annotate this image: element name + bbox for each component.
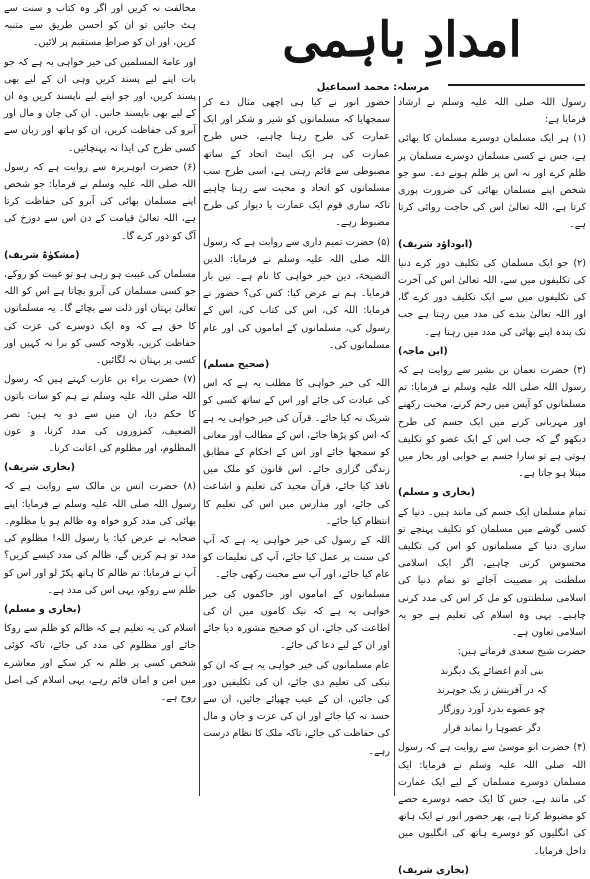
paragraph: رسول اللہ صلی اللہ علیہ وسلم نے ارشاد فرمایا ہے: bbox=[398, 97, 586, 126]
paragraph: اللہ کے رسول کی خیر خواہی یہ ہے کہ آپ کی سنت پر عمل کیا جائے، آپ کی تعلیمات کو عام کیا جائے، اور آپ سے محبت رکھی جائے۔ bbox=[203, 535, 390, 581]
paragraph: (۶) حضرت ابوہریرہ سے روایت ہے کہ رسول اللہ صلی اللہ علیہ وسلم نے فرمایا: جو شخص اپنے مسلمان بھائی کی آبرو کی حفاظت کرتا ہے، اللہ تعالیٰ قیامت کے دن اس سے دوزخ کی آگ کو دور کرے گا۔ bbox=[4, 161, 196, 242]
paragraph: مسلمانوں کے اماموں اور حاکموں کی خیر خواہی یہ ہے کہ نیک کاموں میں ان کی اطاعت کی جائے، ان کو صحیح مشورہ دیا جائے اور ان کے لیے دعا کی جائے۔ bbox=[203, 588, 390, 652]
paragraph: (۱) ہر ایک مسلمان دوسرے مسلمان کا بھائی ہے، جس نے کسی مسلمان دوسرے مسلمان پر ظلم کرے اور نہ اس پر ظلم ہونے دے۔ سو جو شخص اپنے مسلمان بھائی کی ضرورت پوری کرتا ہے، اللہ تعالیٰ اس کی حاجت روائی کرتا ہے۔ bbox=[398, 133, 586, 231]
reference: (ابن ماجہ) bbox=[398, 345, 448, 357]
reference: (مشکوٰۃ شریف) bbox=[4, 249, 80, 261]
paragraph: (۲) جو ایک مسلمان کی تکلیف دور کرے دنیا کی تکلیفوں میں سے، اللہ تعالیٰ اس کی آخرت کی تکلیفوں میں سے ایک تکلیف دور کرے گا، اور اللہ تعالیٰ بندے کی مدد میں رہتا ہے جب تک بندہ اپنے بھائی کی مدد میں رہتا ہے۔ bbox=[398, 257, 586, 338]
paragraph: عام مسلمانوں کی خیر خواہی یہ ہے کہ ان کو نیکی کی تعلیم دی جائے، ان کی تکلیفیں دور کی جائیں، ان کے عیب چھپائے جائیں، ان سے حسد نہ کیا جائے اور ان کی عزت و جان و مال کی حفاظت کی جائے، تاکہ ملک کا نظام درست رہے۔ bbox=[203, 659, 390, 757]
column-divider bbox=[199, 96, 200, 796]
text-column-left bbox=[4, 0, 196, 796]
paragraph: اللہ کی خیر خواہی کا مطلب یہ ہے کہ اس کی عبادت کی جائے اور اس کے ساتھ کسی کو شریک نہ کیا جائے۔ قرآن کی خیر خواہی یہ ہے کہ اس کو پڑھا جائے، اس کے مطالب اور معانی کو سمجھا جائے اور اس کے احکام کے مطابق زندگی گزاری جائے۔ اس قانون کو ملک میں نافذ کیا جائے، قرآن مجید کی تعلیم و اشاعت کی جائے، اور مدارس میں اس کی تعلیم کا انتظام کیا جائے۔ bbox=[203, 378, 390, 527]
paragraph: حضرت شیخ سعدی فرماتے ہیں: bbox=[457, 646, 586, 658]
paragraph: اسلام کی یہ تعلیم ہے کہ ظالم کو ظلم سے روکا جائے اور مظلوم کی مدد کی جائے، تاکہ کوئی شخص کسی پر ظلم نہ کر سکے اور معاشرے میں امن و امان قائم رہے، یہی اسلام کی اصل روح ہے۔ bbox=[4, 623, 196, 703]
text-column-middle bbox=[203, 94, 390, 796]
paragraph: (۸) حضرت انس بن مالک سے روایت ہے کہ رسول اللہ صلی اللہ علیہ وسلم نے فرمایا: اپنے بھائی کی مدد کرو خواہ وہ ظالم ہو یا مظلوم۔ صحابہ نے عرض کیا: یا رسول اللہ! مظلوم کی مدد تو ہم کریں گے، ظالم کی مدد کیسے کریں؟ آپ نے فرمایا: تم ظالم کا ہاتھ پکڑ لو اور اس کو ظلم سے روکو، یہی اس کی مدد ہے۔ bbox=[4, 481, 196, 596]
reference: (صحیح مسلم) bbox=[203, 359, 270, 371]
column-divider bbox=[394, 96, 395, 796]
verse-line: کہ در آفرینش ز یک جوہرند bbox=[436, 684, 548, 696]
verse-line: چو عضوے بدرد آورد روزگار bbox=[438, 703, 546, 715]
paragraph: (۵) حضرت تمیم داری سے روایت ہے کہ رسول اللہ صلی اللہ علیہ وسلم نے فرمایا: الدین النصیحۃ، دین خیر خواہی کا نام ہے۔ تین بار فرمایا۔ ہم نے عرض کیا: کس کی؟ حضور نے فرمایا: اللہ کی، اس کی کتاب کی، اس کے رسول کی، مسلمانوں کے اماموں کی اور عام مسلمانوں کی۔ bbox=[203, 236, 390, 351]
paragraph: مخالفت نہ کریں اور اگر وہ کتاب و سنت سے ہٹ جائیں تو ان کو احسن طریق سے متنبہ کریں، اور ان کو صراطِ مستقیم پر لائیں۔ bbox=[4, 3, 196, 49]
verse-line: دگر عضوہا را نماند قرار bbox=[443, 723, 541, 735]
article-title: امدادِ باہمی bbox=[282, 12, 522, 68]
reference: (بخاری شریف) bbox=[398, 864, 469, 876]
paragraph: (۷) حضرت براء بن عازب کہتے ہیں کہ رسول اللہ صلی اللہ علیہ وسلم نے ہم کو سات باتوں کا حکم دیا، ان میں سے دو یہ ہیں: نصر الضعیف، کمزوروں کی مدد کرنا، و عون المظلوم، اور مظلوم کی اعانت کرنا۔ bbox=[4, 374, 196, 455]
paragraph: حضور انور نے کیا ہی اچھی مثال دے کر سمجھایا کہ مسلمانوں کو شیر و شکر اور ایک عمارت کی طرح رہنا چاہیے، جس طرح عمارت کی ہر ایک اینٹ اتحاد کے ساتھ مضبوطی سے قائم رہتی ہے، اسی طرح سب مسلمانوں کو اتحاد و محبت سے رہنا چاہیے تاکہ ساری قوم ایک عمارت یا دیوار کی طرح مضبوط رہے۔ bbox=[203, 97, 390, 229]
paragraph: مسلمان کی غیبت ہو رہی ہو تو غیبت کو روکے، جو کسی مسلمان کی آبرو بچاتا ہے اس کو اللہ تعالیٰ بہتان اور ذلت سے بچائے گا۔ یہ مسلمانوں کا حق ہے کہ وہ ایک دوسرے کی عزت کی حفاظت کریں، بلاوجہ کسی کو برا نہ کہیں اور کسی پر بہتان نہ لگائیں۔ bbox=[4, 269, 196, 367]
paragraph: اور عامۃ المسلمین کی خیر خواہی یہ ہے کہ جو بات اپنے لیے پسند کریں وہی ان کے لیے بھی پسند کریں، اور جو اپنے لیے ناپسند کریں وہ ان کے لیے بھی ناپسند جانیں۔ ان کی جان و مال اور آبرو کی حفاظت کریں، ان کو ہاتھ اور زبان سے کسی طرح کی ایذا نہ پہنچائیں۔ bbox=[4, 56, 196, 154]
reference: (بخاری و مسلم) bbox=[4, 603, 81, 615]
verse-line: بنی آدم اعضائے یک دیگرند bbox=[440, 665, 544, 677]
paragraph: (۴) حضرت ابو موسیٰ سے روایت ہے کہ رسول اللہ صلی اللہ علیہ وسلم نے فرمایا: ایک مسلمان دوسرے مسلمان کے لیے ایک عمارت کی مانند ہے، جس کا ایک حصہ دوسرے حصے کو مضبوط کرتا ہے، پھر حضور انور نے ایک ہاتھ کی انگلیوں کو دوسرے ہاتھ کی انگلیوں میں داخل فرمایا۔ bbox=[398, 742, 586, 857]
paragraph: (۳) حضرت نعمان بن بشیر سے روایت ہے کہ رسول اللہ صلی اللہ علیہ وسلم نے فرمایا: تم مسلمانوں کو آپس میں رحم کرنے، محبت رکھنے اور مہربانی کرنے میں ایک جسم کی طرح دیکھو گے کہ جب اس کے ایک عضو کو تکلیف ہوتی ہے تو سارا جسم بے خوابی اور بخار میں مبتلا ہو جاتا ہے۔ bbox=[398, 365, 586, 480]
text-column-right bbox=[398, 94, 586, 876]
reference: (ابوداؤد شریف) bbox=[398, 238, 473, 250]
reference: (بخاری شریف) bbox=[4, 462, 75, 474]
paragraph: تمام مسلمان ایک جسم کی مانند ہیں۔ دنیا کے کسی گوشے میں مسلمان کو تکلیف پہنچے تو ساری دنیا کے مسلمانوں کو اس کی تکلیف محسوس کرنی چاہیے، اگر ایک اسلامی سلطنت پر مصیبت آجائے تو تمام دنیا کی اسلامی سلطنتوں کو مل کر اس کی مدد کرنی چاہیے۔ یہی وہ اسلام کی تعلیم ہے جو یہ اسلامی تعاون ہے۔ bbox=[398, 506, 586, 639]
article-byline: مرسلہ: محمد اسماعیل bbox=[298, 80, 448, 96]
reference: (بخاری و مسلم) bbox=[398, 487, 475, 499]
